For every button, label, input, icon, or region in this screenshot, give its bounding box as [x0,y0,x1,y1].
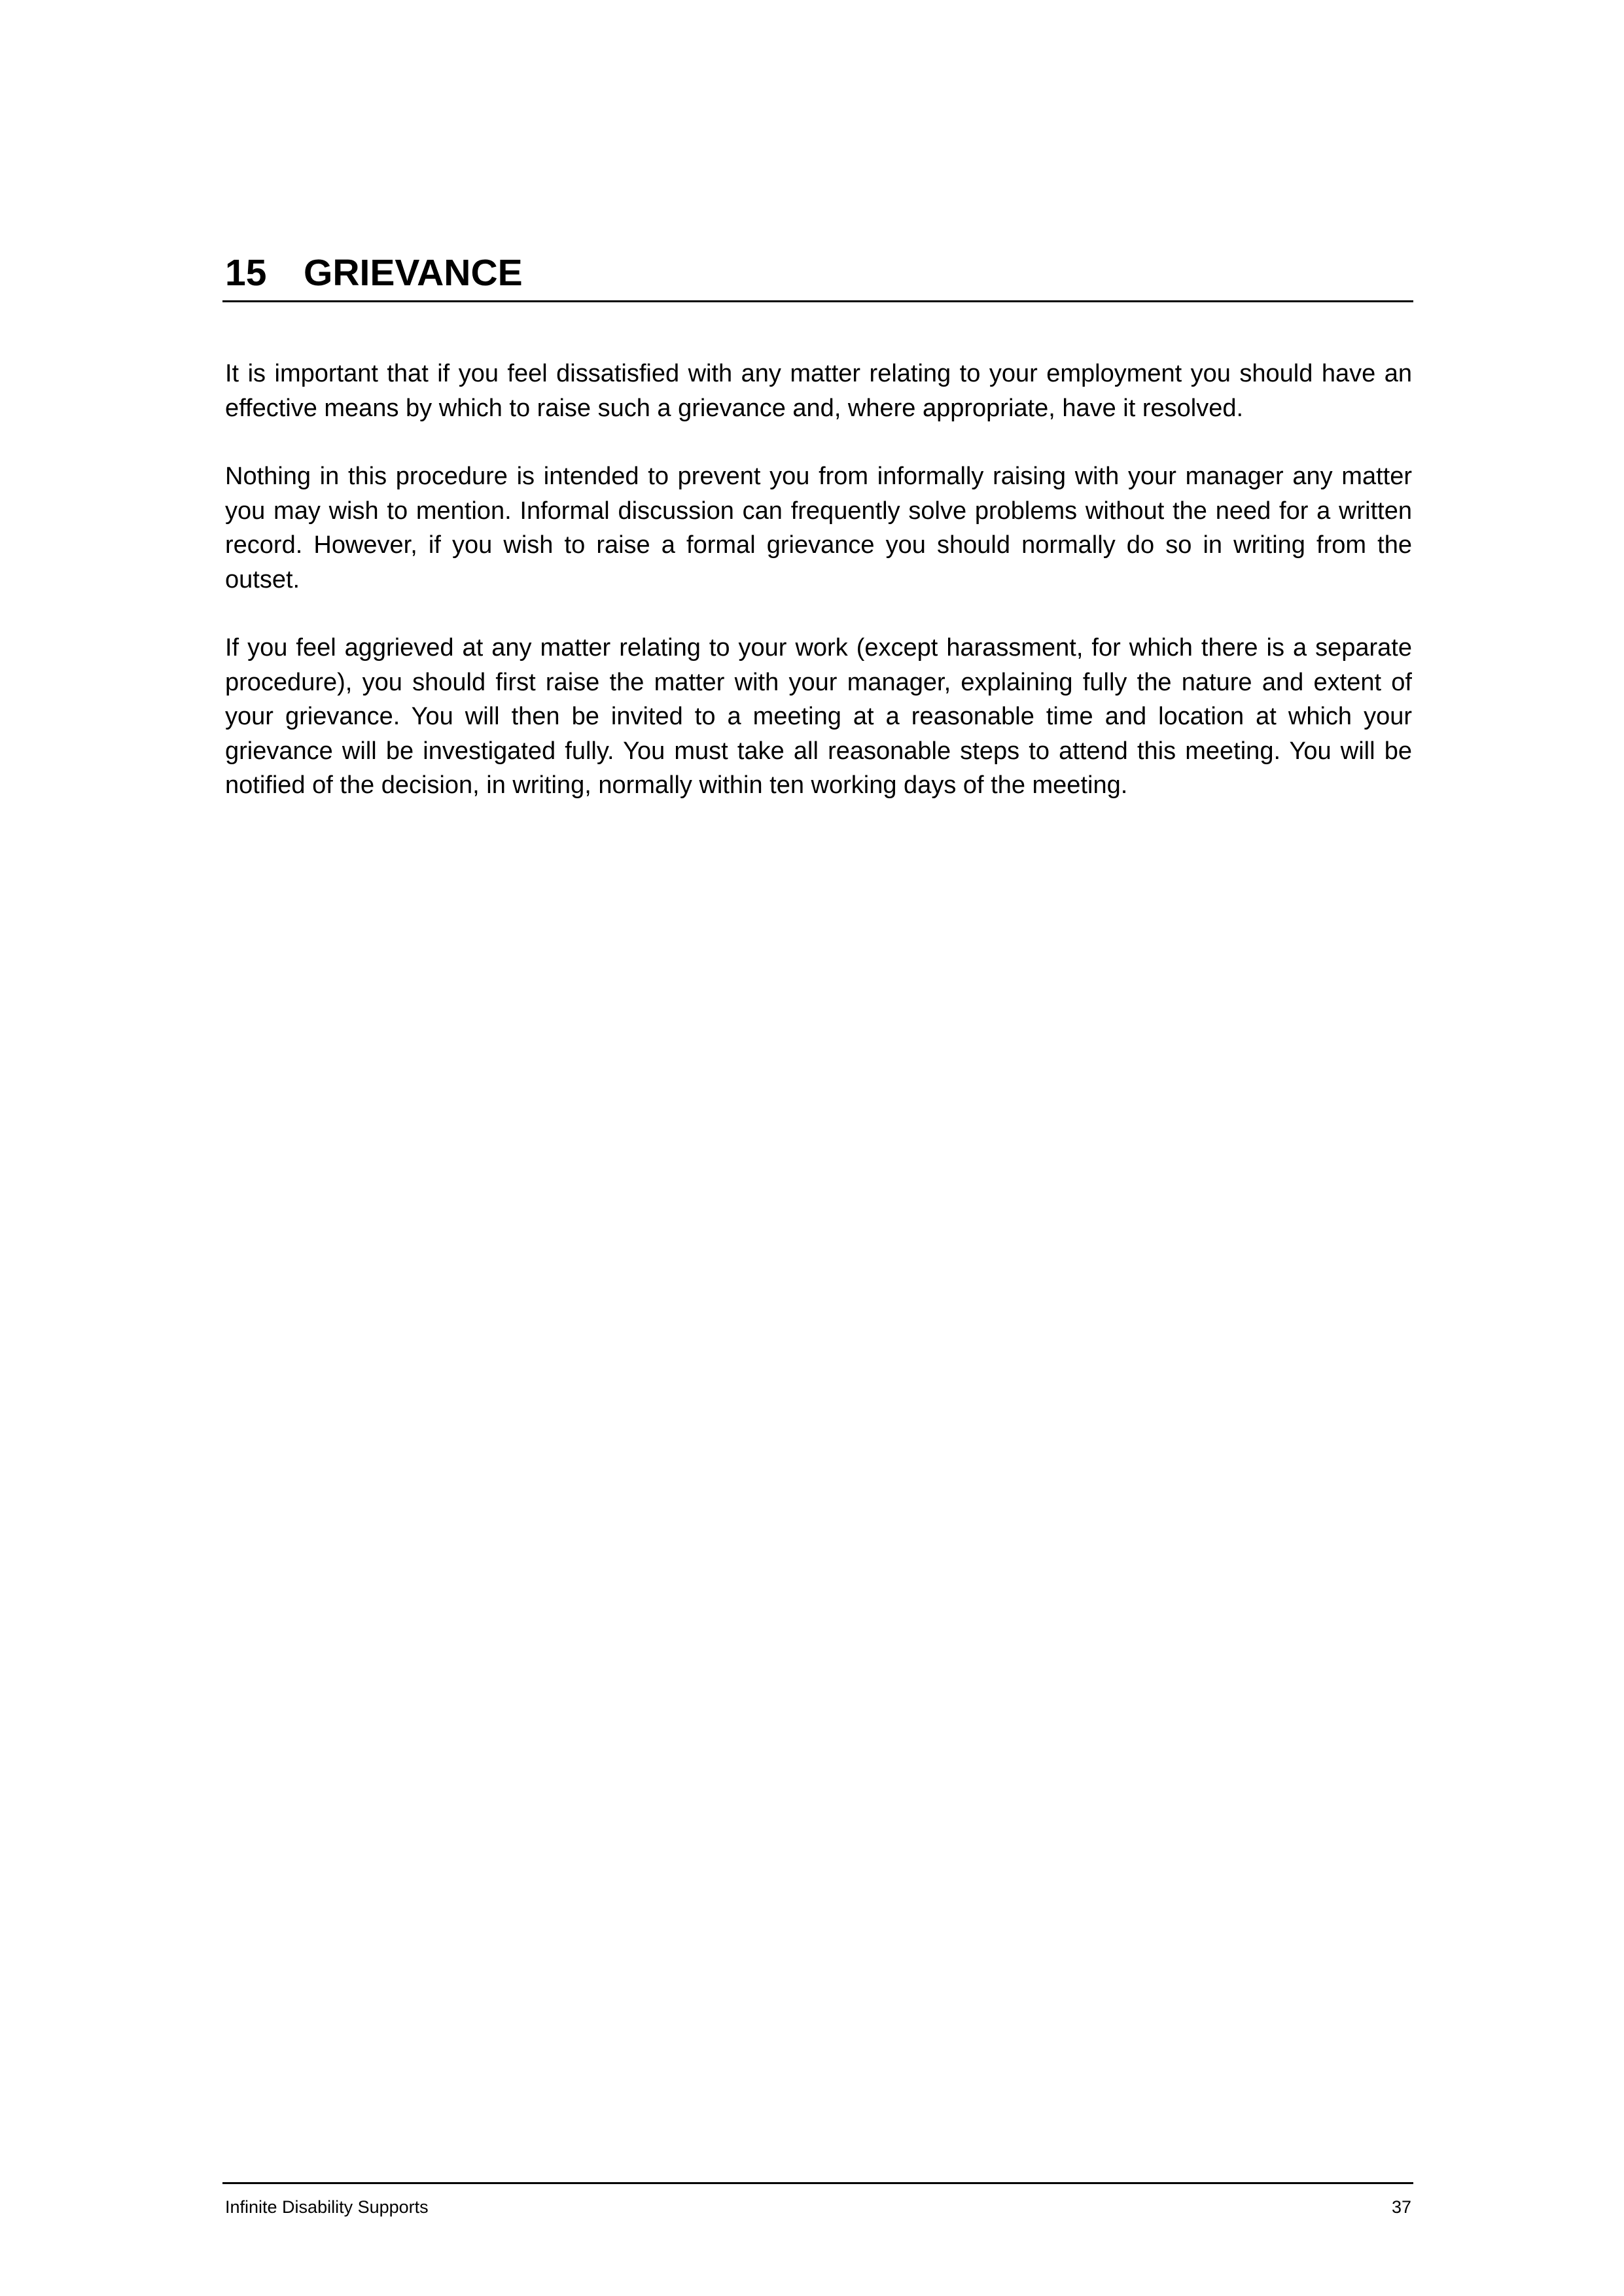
footer-divider [222,2182,1413,2184]
page-number: 37 [1391,2197,1411,2217]
paragraph-3: If you feel aggrieved at any matter relating to your work (except harassment, for which there is a separate procedure), you should first raise the matter with your manager, explaining fully the nature and extent of your grievance. You will then be invited to a meeting at a reasonable time and location at which your grievance will be investigated fully. You must take all reasonable steps to attend this meeting. You will be notified of the decision, in writing, normally within ten working days of the meeting. [225,634,1412,799]
section-body [225,357,1412,837]
section-title: GRIEVANCE [304,252,523,294]
section-heading [222,243,1413,302]
section-number: 15 [225,252,267,294]
footer-organisation: Infinite Disability Supports [225,2197,429,2217]
paragraph-2: Nothing in this procedure is intended to prevent you from informally raising with your manager any matter you may wish to mention. Informal discussion can frequently solve problems without the need for a written record. However, if you wish to raise a formal grievance you should normally do so in writing from the outset. [225,463,1412,593]
paragraph-1: It is important that if you feel dissatisfied with any matter relating to your employment you should have an effective means by which to raise such a grievance and, where appropriate, have it resolved. [225,360,1412,422]
